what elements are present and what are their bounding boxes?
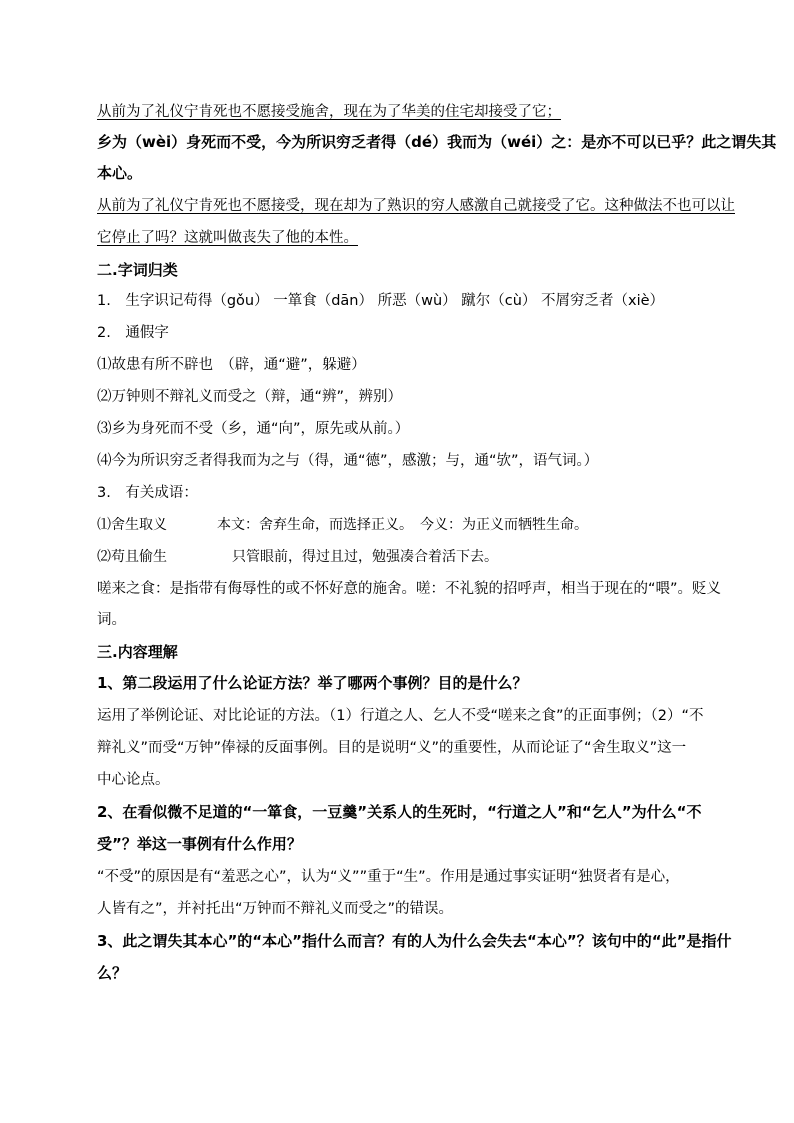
translation-line-1: 从前为了礼仪宁肯死也不愿接受施舍，现在为了华美的住宅却接受了它； [97,104,561,120]
tongjia-4: ⑷今为所识穷乏者得我而为之与（得，通“德”，感激；与，通“欤”，语气词。） [97,453,599,469]
answer-2-line-2: 人皆有之”，并衬托出“万钟而不辩礼义而受之”的错误。 [97,901,454,917]
translation-line-2: 从前为了礼仪宁肯死也不愿接受，现在却为了熟识的穷人感激自己就接受了它。这种做法不也可以让 [97,198,735,214]
tongjia-2: ⑵万钟则不辩礼义而受之（辩，通“辨”，辨别） [97,389,403,405]
translation-line-3: 它停止了吗？这就叫做丧失了他的本性。 [97,230,358,246]
idiom-2-row [97,546,727,568]
section-heading-comprehension: 三.内容理解 [97,643,178,661]
answer-1-line-1: 运用了举例论证、对比论证的方法。（1）行道之人、乞人不受“嗟来之食”的正面事例；（2）“不 [97,708,704,724]
section-heading-vocabulary: 二.字词归类 [97,261,178,279]
question-1: 1、第二段运用了什么论证方法？举了哪两个事例？目的是什么？ [97,674,528,692]
answer-1-line-2: 辩礼义”而受“万钟”俸禄的反面事例。目的是说明“义”的重要性，从而论证了“舍生取义”这一 [97,740,687,756]
vocab-item-1: 1. 生字识记苟得（gǒu） 一箪食（dān） 所恶（wù） 蹴尔（cù） 不屑穷乏者（xiè） [97,293,665,309]
original-text-line-1: 乡为（wèi）身死而不受，今为所识穷乏者得（dé）我而为（wéi）之：是亦不可以已乎？此之谓失其 [97,133,777,151]
question-3-line-1: 3、此之谓失其本心”的“本心”指什么而言？有的人为什么会失去“本心”？该句中的“此”是指什 [97,932,732,950]
idiom-1-row [97,514,727,536]
vocab-item-2: 2. 通假字 [97,325,169,341]
tongjia-1: ⑴故患有所不辟也 （辟，通“避”，躲避） [97,357,366,373]
idiom-3-line-1: 嗟来之食：是指带有侮辱性的或不怀好意的施舍。嗟：不礼貌的招呼声，相当于现在的“喂”。贬义 [97,581,722,597]
answer-1-line-3: 中心论点。 [97,772,170,788]
original-text-line-2: 本心。 [97,164,143,182]
answer-2-line-1: “不受”的原因是有“羞恶之心”，认为“义””重于“生”。作用是通过事实证明“独贤者有是心， [97,869,680,885]
idiom-2-name: ⑵苟且偷生 [97,549,167,565]
tongjia-3: ⑶乡为身死而不受（乡，通“向”，原先或从前。） [97,421,410,437]
idiom-1-meaning: 本文：舍弃生命，而选择正义。 今义：为正义而牺牲生命。 [217,517,588,533]
vocab-item-3: 3. 有关成语： [97,485,198,501]
idiom-3-line-2: 词。 [97,612,126,628]
idiom-2-meaning: 只管眼前，得过且过，勉强凑合着活下去。 [232,549,498,565]
question-2-line-1: 2、在看似微不足道的“一箪食，一豆羹”关系人的生死时，“行道之人”和“乞人”为什么“不 [97,803,702,821]
question-3-line-2: 么？ [97,964,128,982]
idiom-1-name: ⑴舍生取义 [97,517,167,533]
question-2-line-2: 受”？举这一事例有什么作用？ [97,835,302,853]
